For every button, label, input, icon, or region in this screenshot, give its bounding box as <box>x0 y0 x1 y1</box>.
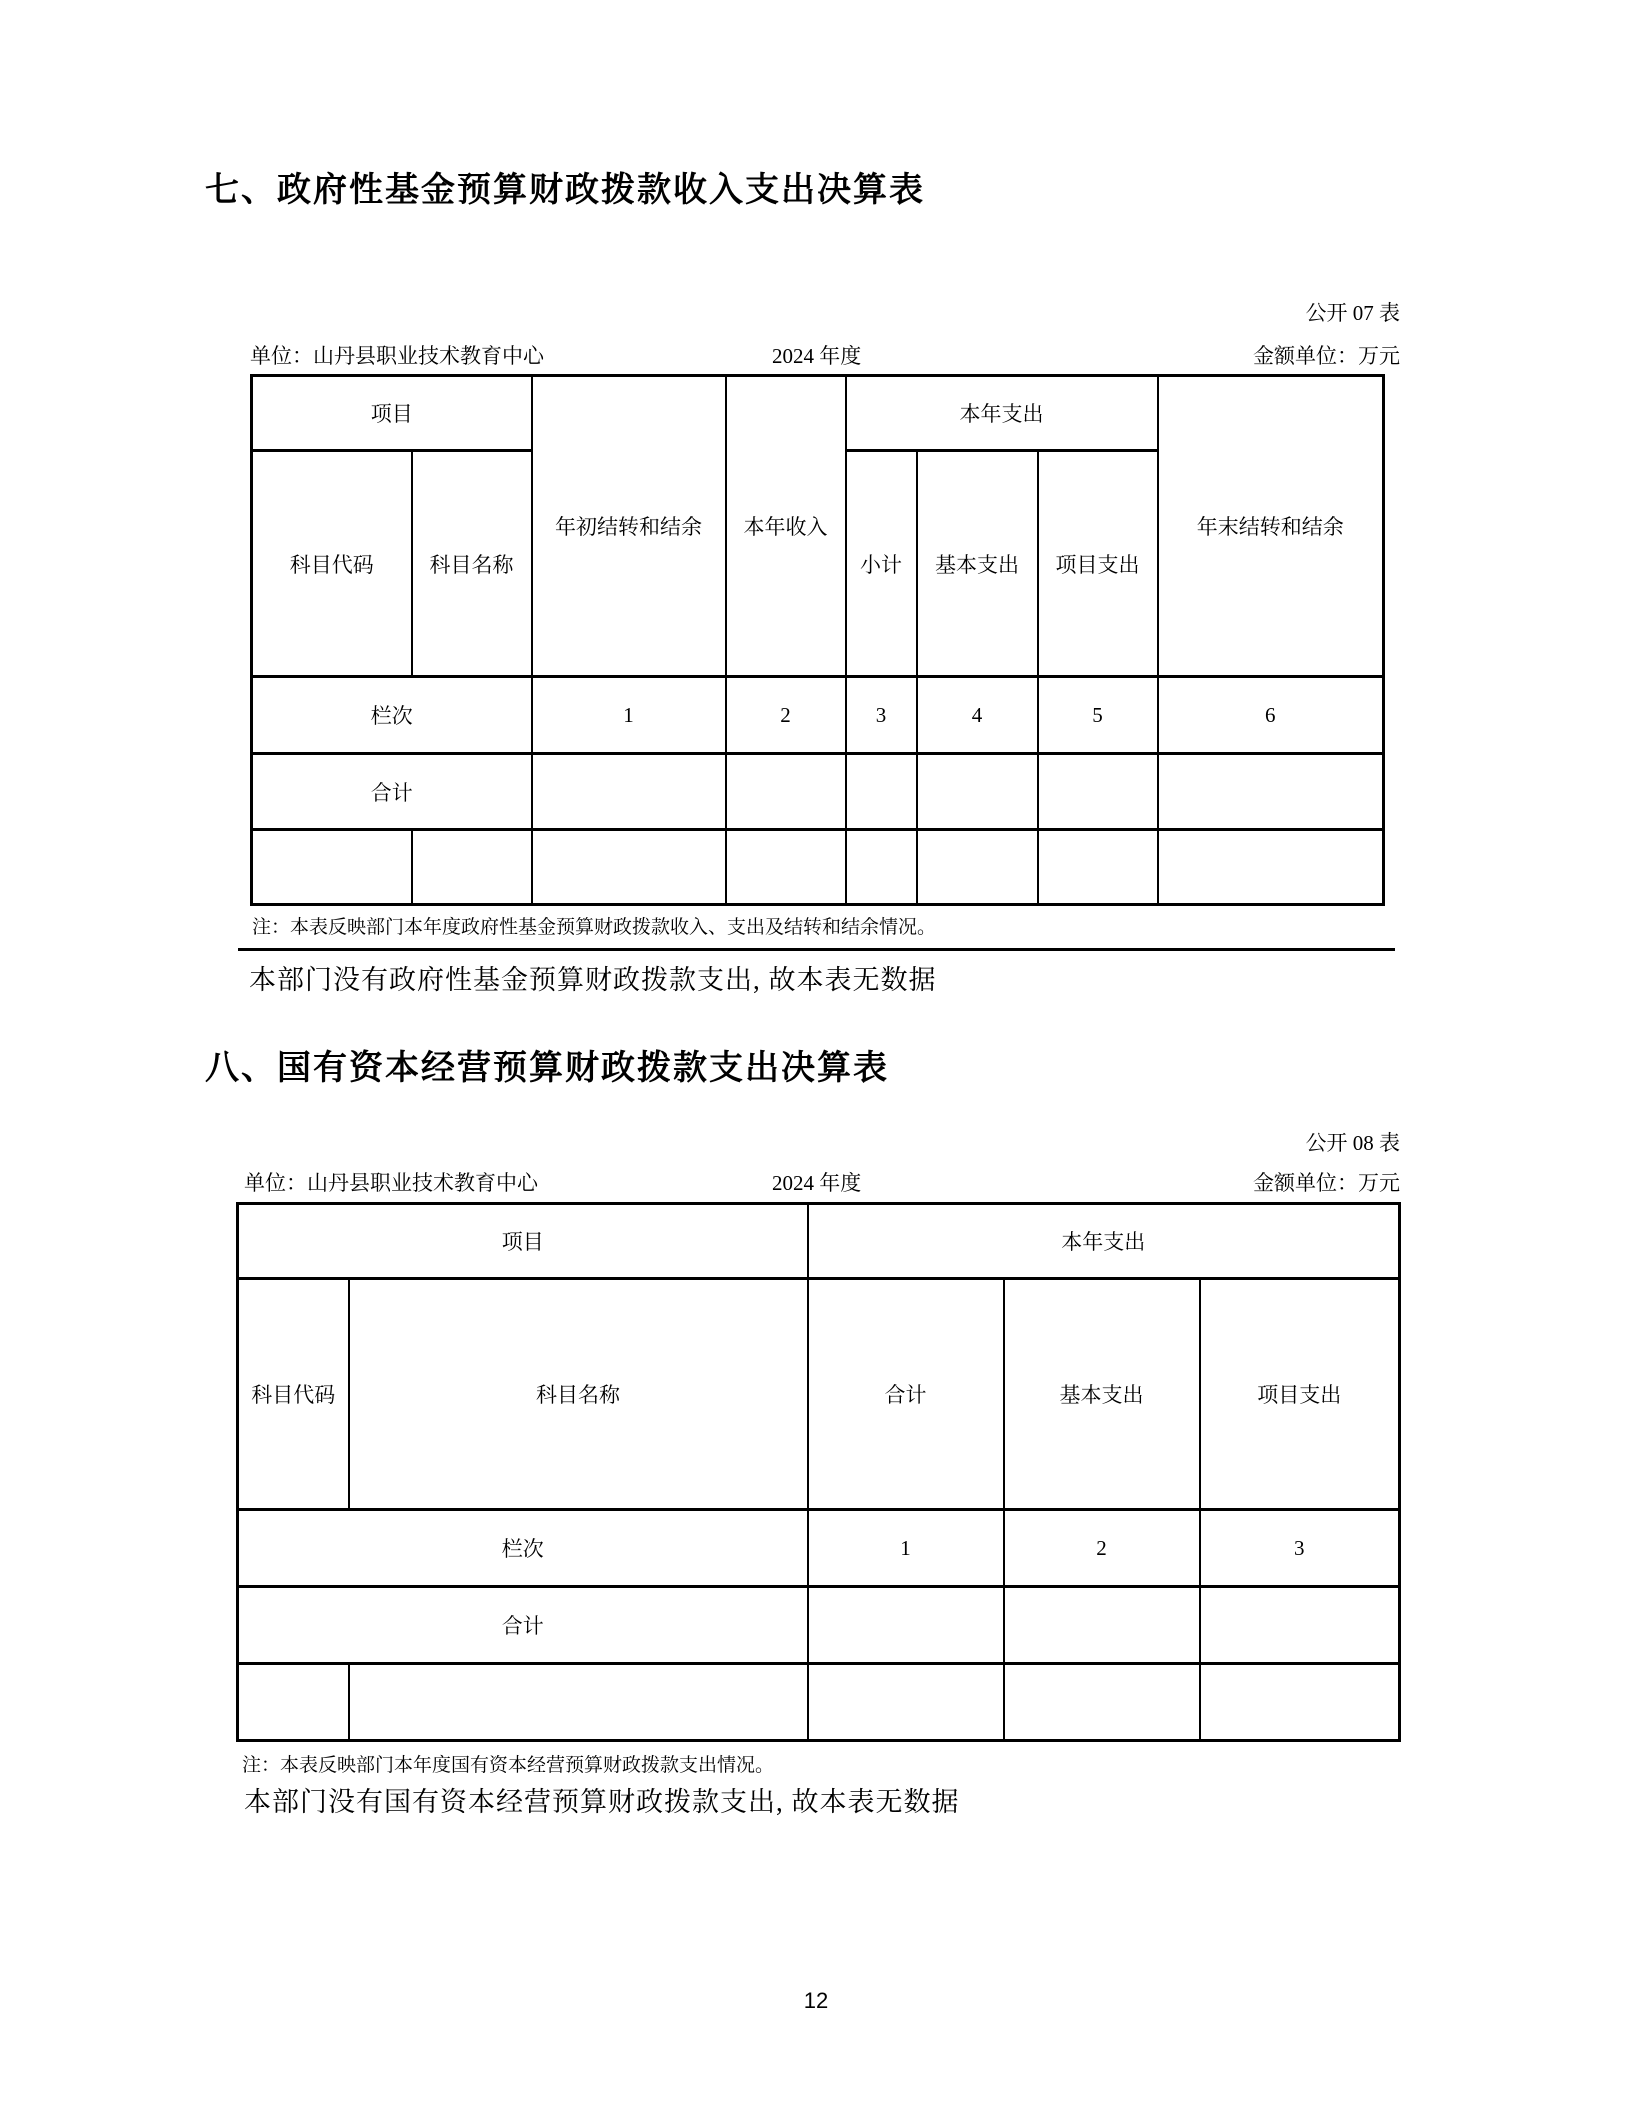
header-total: 合计 <box>808 1279 1004 1510</box>
column-number: 1 <box>808 1510 1004 1587</box>
columns-label: 栏次 <box>238 1510 808 1587</box>
empty-cell <box>808 1664 1004 1741</box>
header-subject-code: 科目代码 <box>252 451 412 677</box>
empty-cell <box>726 830 846 905</box>
section7-note: 注：本表反映部门本年度政府性基金预算财政拨款收入、支出及结转和结余情况。 <box>252 917 937 938</box>
table-row <box>252 376 1384 451</box>
header-subject-name: 科目名称 <box>412 451 532 677</box>
header-subject-code: 科目代码 <box>238 1279 349 1510</box>
column-number: 5 <box>1038 677 1158 754</box>
column-number: 1 <box>532 677 726 754</box>
empty-cell <box>532 830 726 905</box>
total-label: 合计 <box>238 1587 808 1664</box>
section8-title: 八、国有资本经营预算财政拨款支出决算表 <box>205 1049 889 1087</box>
page-number: 12 <box>803 1988 829 2013</box>
empty-cell <box>917 754 1038 830</box>
table-row <box>238 1204 1400 1279</box>
table-row-columns <box>238 1510 1400 1587</box>
empty-cell <box>412 830 532 905</box>
empty-cell <box>1004 1664 1200 1741</box>
empty-cell <box>1200 1587 1400 1664</box>
section7-table <box>250 374 1385 906</box>
empty-cell <box>1038 830 1158 905</box>
column-number: 4 <box>917 677 1038 754</box>
empty-cell <box>238 1664 349 1741</box>
empty-cell <box>917 830 1038 905</box>
header-subtotal: 小计 <box>846 451 917 677</box>
section8-no-data-text: 本部门没有国有资本经营预算财政拨款支出, 故本表无数据 <box>244 1787 960 1817</box>
empty-cell <box>808 1587 1004 1664</box>
header-begin-balance: 年初结转和结余 <box>532 376 726 677</box>
section8-unit-label: 单位：山丹县职业技术教育中心 <box>244 1171 538 1195</box>
empty-cell <box>1004 1587 1200 1664</box>
empty-cell <box>532 754 726 830</box>
section8-amount-unit-label: 金额单位：万元 <box>1253 1171 1400 1195</box>
column-number: 2 <box>1004 1510 1200 1587</box>
section8-note: 注：本表反映部门本年度国有资本经营预算财政拨款支出情况。 <box>242 1755 775 1776</box>
header-year-expense: 本年支出 <box>808 1204 1400 1279</box>
header-project: 项目 <box>238 1204 808 1279</box>
section7-title: 七、政府性基金预算财政拨款收入支出决算表 <box>205 171 925 209</box>
section7-unit-label: 单位：山丹县职业技术教育中心 <box>250 344 544 368</box>
header-year-income: 本年收入 <box>726 376 846 677</box>
empty-cell <box>252 830 412 905</box>
table-row <box>238 1279 1400 1510</box>
section8-year-label: 2024 年度 <box>772 1171 862 1195</box>
section7-amount-unit-label: 金额单位：万元 <box>1253 344 1400 368</box>
empty-cell <box>1158 830 1384 905</box>
section8-pub-label: 公开 08 表 <box>1305 1131 1400 1155</box>
total-label: 合计 <box>252 754 532 830</box>
empty-cell <box>726 754 846 830</box>
header-project-expense: 项目支出 <box>1200 1279 1400 1510</box>
table-row-empty <box>238 1664 1400 1741</box>
empty-cell <box>1158 754 1384 830</box>
empty-cell <box>1038 754 1158 830</box>
header-end-balance: 年末结转和结余 <box>1158 376 1384 677</box>
empty-cell <box>349 1664 808 1741</box>
section8-table <box>236 1202 1401 1742</box>
column-number: 6 <box>1158 677 1384 754</box>
empty-cell <box>1200 1664 1400 1741</box>
table-row-columns <box>252 677 1384 754</box>
empty-cell <box>846 830 917 905</box>
column-number: 3 <box>1200 1510 1400 1587</box>
table-row-total <box>252 754 1384 830</box>
header-year-expense: 本年支出 <box>846 376 1158 451</box>
header-project-expense: 项目支出 <box>1038 451 1158 677</box>
header-subject-name: 科目名称 <box>349 1279 808 1510</box>
column-number: 2 <box>726 677 846 754</box>
section7-year-label: 2024 年度 <box>772 344 862 368</box>
divider-rule <box>238 948 1395 951</box>
columns-label: 栏次 <box>252 677 532 754</box>
header-basic-expense: 基本支出 <box>1004 1279 1200 1510</box>
empty-cell <box>846 754 917 830</box>
header-project: 项目 <box>252 376 532 451</box>
section7-no-data-text: 本部门没有政府性基金预算财政拨款支出, 故本表无数据 <box>249 965 937 995</box>
section7-pub-label: 公开 07 表 <box>1305 301 1400 325</box>
column-number: 3 <box>846 677 917 754</box>
table-row-total <box>238 1587 1400 1664</box>
header-basic-expense: 基本支出 <box>917 451 1038 677</box>
table-row-empty <box>252 830 1384 905</box>
